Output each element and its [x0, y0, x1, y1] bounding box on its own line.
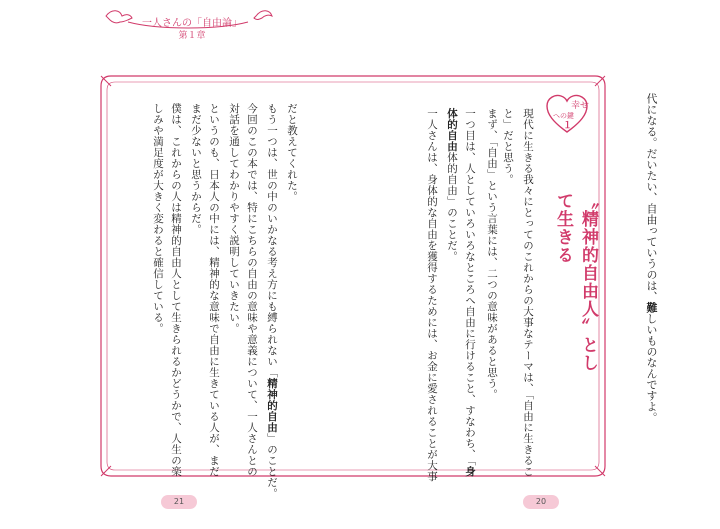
key-badge-icon [545, 92, 589, 136]
chapter-header [98, 4, 278, 44]
text-column: 一人さんは、身体的な自由を獲得するためには、お金に愛されることが大事 [426, 108, 438, 482]
chapter-label: 第１章 [178, 31, 206, 41]
heading-title: 〝精神的自由人〟として生きる [553, 192, 598, 372]
text-column: 今回のこの本では、特にこちらの自由の意味や意義について、一人さんとの [246, 103, 258, 477]
text-span: もう一つは、世の中のいかなる考え方にも縛られない「 [266, 103, 278, 378]
text-column: まだ少ないと思うからだ。 [190, 103, 202, 235]
text-span: 一つ目は、人としていろいろなところへ自由に行けること、すなわち、「 [464, 108, 476, 466]
text-column: 対話を通してわかりやすく説明していきたい。 [228, 103, 240, 334]
text-column: 僕は、これからの人は精神的自由人として生きられるかどうかで、人生の楽 [170, 103, 182, 477]
text-column: しみや満足度が大きく変わると確信している。 [152, 103, 164, 334]
outside-text-a: 代になる。だいたい、自由っていうのは、 [645, 93, 658, 302]
text-column: と」だと思う。 [502, 108, 514, 185]
outside-text-b: しいものなんですよ。 [645, 313, 658, 423]
text-column [462, 108, 477, 477]
text-column: まず、「自由」という言葉には、二つの意味があると思う。 [486, 108, 498, 400]
outside-text-bold: 難 [645, 302, 658, 313]
badge-text-1: 幸せ [571, 101, 589, 111]
bold-text: 身 [464, 465, 476, 477]
bold-text: 体的自由 [446, 108, 458, 152]
text-column: 現代に生きる我々にとってのこれからの大事なテーマは、「自由に生きるこ [522, 108, 534, 477]
text-span: 」のことだ。 [266, 433, 278, 499]
page-number-left: 21 [161, 495, 197, 509]
badge-number: １ [563, 121, 573, 131]
text-column [444, 108, 459, 262]
badge-text-2: への鍵 [553, 112, 574, 120]
outside-text-line [640, 93, 662, 423]
text-span: 体的自由」のことだ。 [446, 152, 458, 262]
section-heading [543, 84, 598, 384]
header-title: 一人さんの「自由論」 [142, 18, 242, 29]
page-number-right: 20 [523, 495, 559, 509]
text-column [264, 103, 279, 499]
text-column: だと教えてくれた。 [286, 103, 298, 202]
bold-text: 精神的自由 [266, 378, 278, 433]
text-column: というのも、日本人の中には、精神的な意味で自由に生きている人が、まだ [208, 103, 220, 477]
